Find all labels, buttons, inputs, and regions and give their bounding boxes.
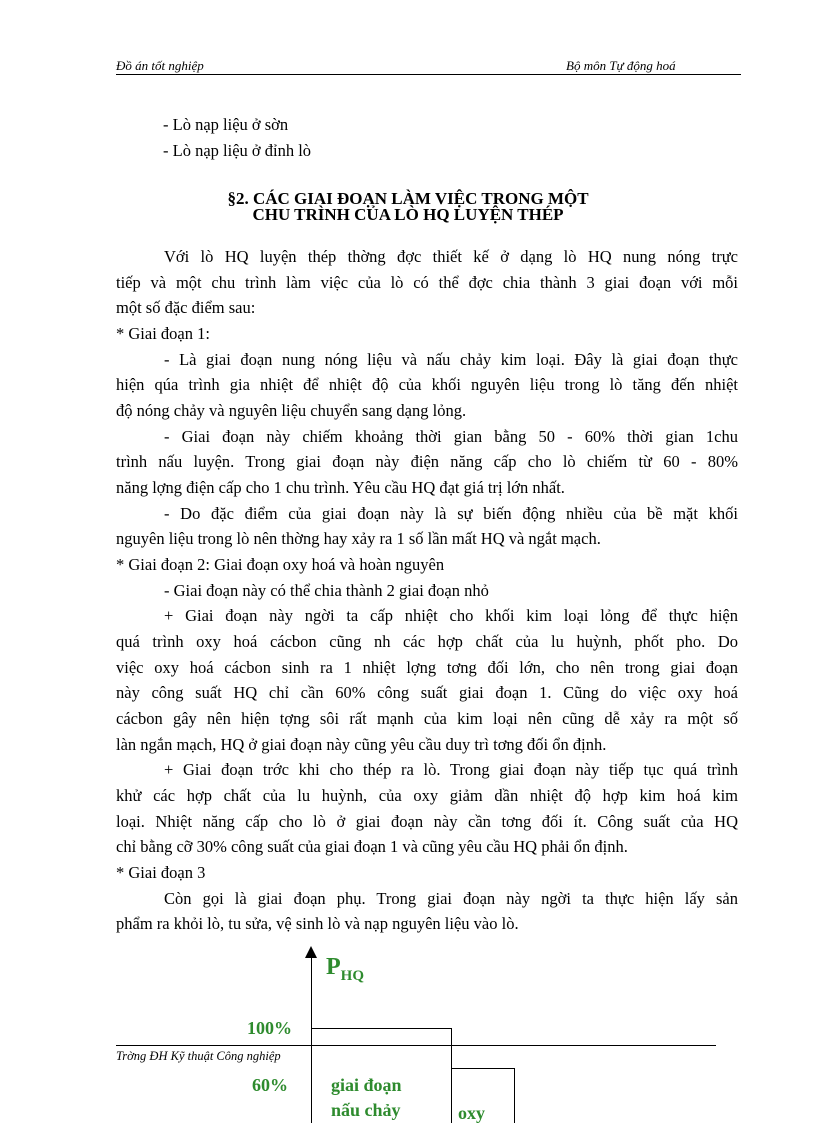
stage2-p2-line: cácbon gây nên hiện tợng sôi rất mạnh của kim loại nên cũng dễ xảy ra một số <box>116 709 738 728</box>
stage1-p1-line: hiện qúa trình gia nhiệt để nhiệt độ của khối nguyên liệu trong lò tăng đến nhiệt <box>116 375 738 394</box>
stage1-p2-line: năng lợng điện cấp cho 1 chu trình. Yêu cầu HQ đạt giá trị lớn nhất. <box>116 478 565 497</box>
y-axis-arrow-icon <box>305 946 317 958</box>
stage3-p1-line: Còn gọi là giai đoạn phụ. Trong giai đoạn này ngời ta thực hiện lấy sản <box>164 889 738 908</box>
stage3-p1-line: phẩm ra khỏi lò, tu sửa, vệ sinh lò và nạp nguyên liệu vào lò. <box>116 914 519 933</box>
stage2-p3-line: + Giai đoạn trớc khi cho thép ra lò. Trong giai đoạn này tiếp tục quá trình <box>164 760 738 779</box>
y-tick-label: 60% <box>252 1075 288 1095</box>
y-axis <box>311 952 312 1123</box>
y-axis-label: $P_{HQ}$ <box>326 954 365 984</box>
stage-label: giai đoạn <box>331 1075 402 1095</box>
header-rule <box>116 74 741 75</box>
stage2-p2-line: quá trình oxy hoá cácbon cũng nh các hợp chất của lu huỳnh, phốt pho. Do <box>116 632 738 651</box>
stage2-p2-line: làn ngắn mạch, HQ ở giai đoạn này cũng yêu cầu duy trì tơng đối ổn định. <box>116 735 607 754</box>
stage1-p1-line: - Là giai đoạn nung nóng liệu và nấu chảy kim loại. Đây là giai đoạn thực <box>164 350 738 369</box>
bullet-item: - Lò nạp liệu ở đỉnh lò <box>163 141 312 160</box>
section-heading-line2: CHU TRÌNH CỦA LÒ HQ LUYỆN THÉP <box>252 205 564 224</box>
step-down-line <box>514 1068 515 1123</box>
intro-line: Với lò HQ luyện thép thờng đợc thiết kế ở dạng lò HQ nung nóng trực <box>164 247 738 266</box>
stage-label: oxy <box>458 1103 485 1123</box>
y-tick-label: 100% <box>247 1018 292 1038</box>
step-down-line <box>451 1028 452 1123</box>
stage1-p2-line: trình nấu luyện. Trong giai đoạn này điện năng cấp cho lò chiếm từ 60 - 80% <box>116 452 738 471</box>
footer-rule <box>116 1045 716 1046</box>
level-60-line <box>451 1068 514 1069</box>
stage2-p3-line: loại. Nhiệt năng cấp cho lò ở giai đoạn này cần tơng đối ít. Công suất của HQ <box>116 812 738 831</box>
bullet-item: - Lò nạp liệu ở sờn <box>163 115 289 134</box>
stage2-p2-line: việc oxy hoá cácbon sinh ra 1 nhiệt lợng tơng đối lớn, cho nên trong giai đoạn <box>116 658 738 677</box>
stage2-p3-line: chỉ bằng cỡ 30% công suất của giai đoạn 1 và cũng yêu cầu HQ phải ổn định. <box>116 837 628 856</box>
stage1-p2-line: - Giai đoạn này chiếm khoảng thời gian bằng 50 - 60% thời gian 1chu <box>164 427 738 446</box>
intro-line: tiếp và một chu trình làm việc của lò có thể đợc chia thành 3 giai đoạn với mỗi <box>116 273 738 292</box>
stage1-title: * Giai đoạn 1: <box>116 324 210 343</box>
stage-label: nấu chảy <box>331 1100 401 1120</box>
stage2-p1: - Giai đoạn này có thể chia thành 2 giai đoạn nhỏ <box>164 581 489 600</box>
intro-line: một số đặc điểm sau: <box>116 298 256 317</box>
stage2-p3-line: khử các hợp chất của lu huỳnh, của oxy giảm dần nhiệt độ hợp kim hoá kim <box>116 786 738 805</box>
header-left: Đồ án tốt nghiệp <box>116 58 204 73</box>
level-100-line <box>311 1028 451 1029</box>
section-heading-line1: §2. CÁC GIAI ĐOẠN LÀM VIỆC TRONG MỘT <box>227 189 589 208</box>
stage3-title: * Giai đoạn 3 <box>116 863 206 882</box>
header-right: Bộ môn Tự động hoá <box>566 58 676 73</box>
stage1-p3-line: - Do đặc điểm của giai đoạn này là sự biến động nhiều của bề mặt khối <box>164 504 738 523</box>
stage1-p3-line: nguyên liệu trong lò nên thờng hay xảy ra 1 số lần mất HQ và ngắt mạch. <box>116 529 601 548</box>
stage1-p1-line: độ nóng chảy và nguyên liệu chuyển sang dạng lỏng. <box>116 401 467 420</box>
stage2-p2-line: này công suất HQ chỉ cần 60% công suất giai đoạn 1. Cũng do việc oxy hoá <box>116 683 738 702</box>
stage2-p2-line: + Giai đoạn này ngời ta cấp nhiệt cho khối kim loại lỏng để thực hiện <box>164 606 738 625</box>
stage2-title: * Giai đoạn 2: Giai đoạn oxy hoá và hoàn nguyên <box>116 555 445 574</box>
footer-left: Trờng ĐH Kỹ thuật Công nghiệp <box>116 1049 281 1063</box>
